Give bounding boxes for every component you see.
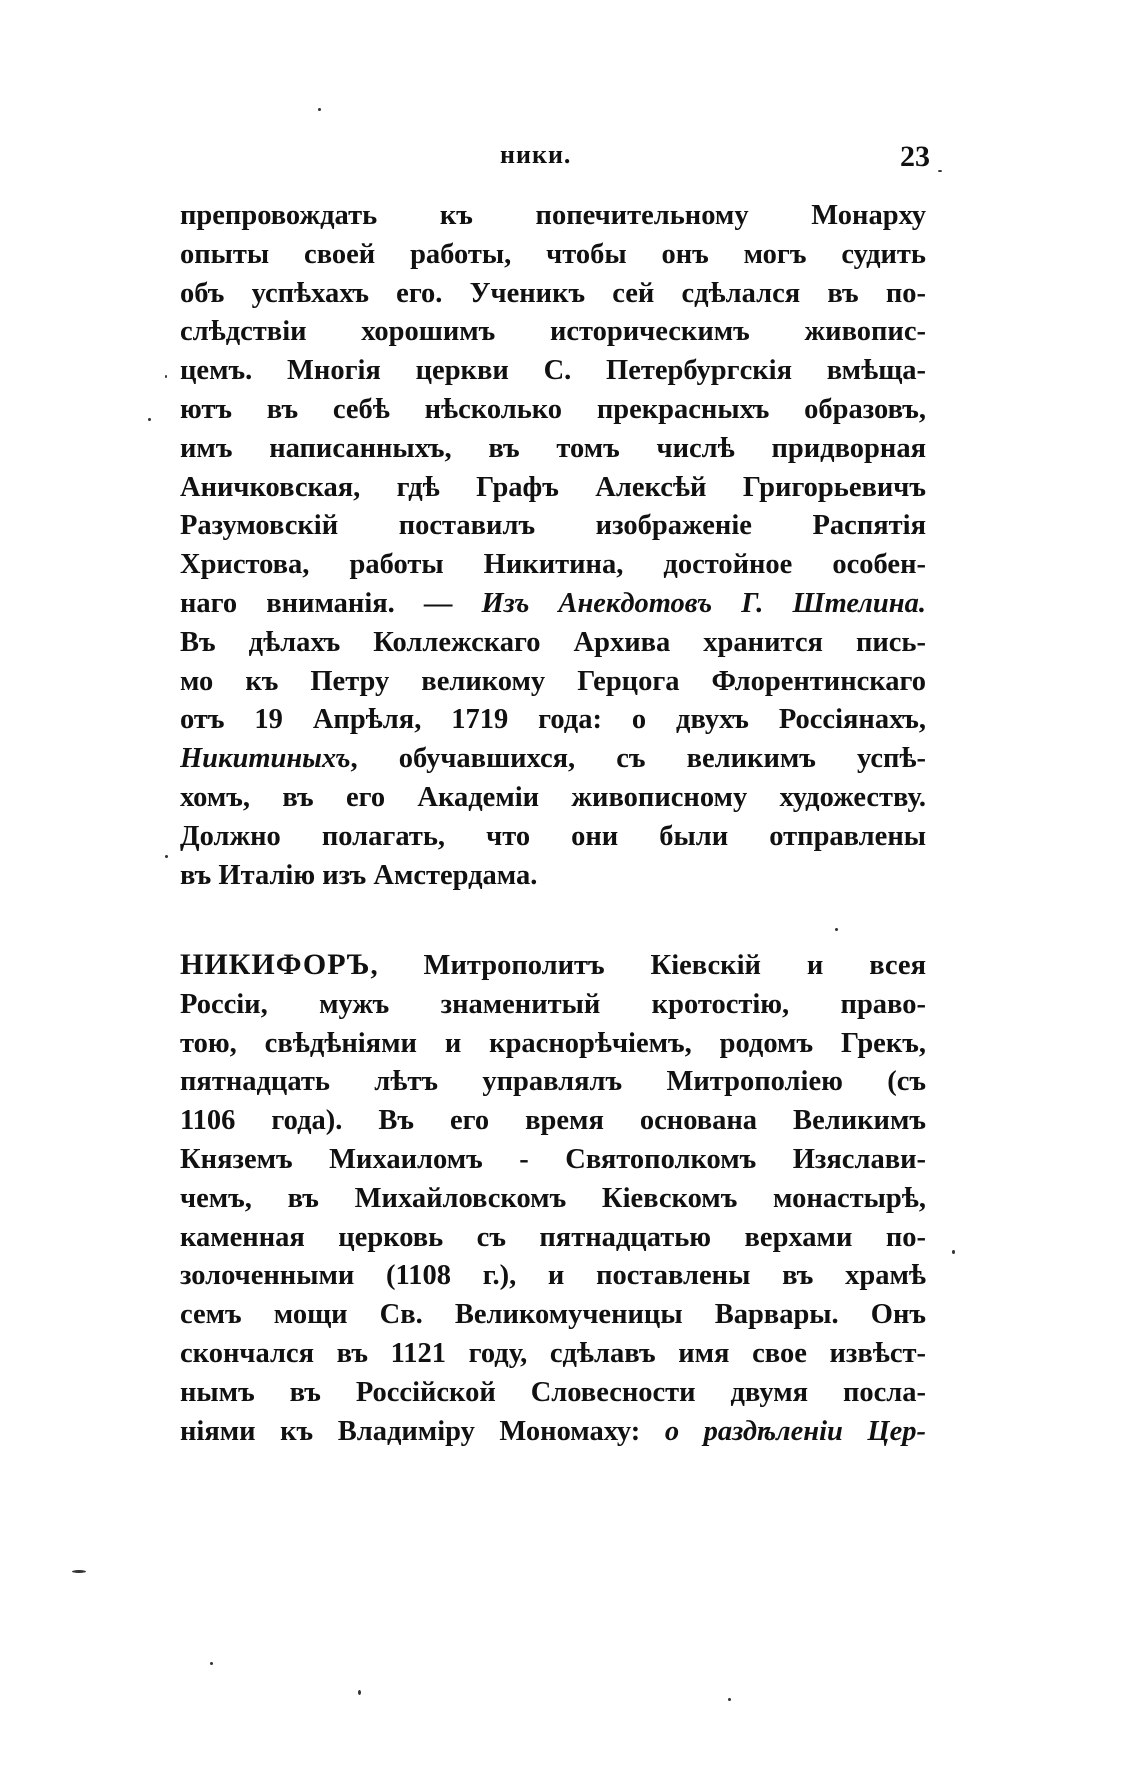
text-line: золоченными (1108 г.), и поставлены въ храмѣ — [180, 1260, 926, 1292]
speck — [835, 928, 838, 931]
text-line: тою, свѣдѣніями и краснорѣчіемъ, родомъ Грекъ, — [180, 1027, 926, 1059]
text-line: Христова, работы Никитина, достойное особен- — [180, 549, 926, 581]
text-line: пятнадцать лѣтъ управлялъ Митрополіею (съ — [180, 1066, 926, 1098]
speck — [72, 1570, 86, 1573]
entry-first-line — [180, 946, 926, 986]
text-line: Должно полагать, что они были отправлены — [180, 820, 926, 852]
italic-name: Никитиныхъ — [180, 743, 351, 775]
text-line-with-italic-name — [180, 740, 926, 779]
text-line: Россіи, мужъ знаменитый кротостію, право- — [180, 988, 926, 1020]
speck — [165, 855, 168, 858]
text-segment: , Митрополитъ Кіевскій и всея — [370, 950, 926, 981]
speck — [952, 1250, 955, 1254]
text-line: имъ написанныхъ, въ томъ числѣ придворная — [180, 432, 926, 464]
entry-heading: НИКИФОРЪ — [180, 948, 371, 981]
citation-italic: Изъ Анекдотовъ Г. Штелина. — [481, 587, 926, 619]
text-line: 1106 года). Въ его время основана Великимъ — [180, 1105, 926, 1137]
running-head — [180, 140, 930, 180]
text-line: опыты своей работы, чтобы онъ могъ судить — [180, 238, 926, 270]
speck — [318, 108, 321, 111]
text-line: каменная церковь съ пятнадцатью верхами по- — [180, 1221, 926, 1253]
text-line: отъ 19 Апрѣля, 1719 года: о двухъ Россіянахъ, — [180, 704, 926, 736]
text-line: семъ мощи Св. Великомученицы Варвары. Онъ — [180, 1299, 926, 1331]
running-title: ники. — [500, 140, 572, 169]
text-line: Разумовскій поставилъ изображеніе Распятія — [180, 510, 926, 542]
text-line: скончался въ 1121 году, сдѣлавъ имя свое извѣст- — [180, 1337, 926, 1369]
text-line: Въ дѣлахъ Коллежскаго Архива хранится пись- — [180, 626, 926, 658]
text-line-last: въ Италію изъ Амстердама. — [180, 859, 538, 891]
text-line: хомъ, въ его Академіи живописному художеству. — [180, 781, 926, 813]
text-line: мо къ Петру великому Герцога Флорентинскаго — [180, 665, 926, 697]
text-line: слѣдствіи хорошимъ историческимъ живопис- — [180, 316, 926, 348]
text-segment: наго вниманія. — — [180, 587, 482, 619]
italic-title: о раздѣленіи Цер- — [664, 1415, 926, 1447]
text-line: Аничковская, гдѣ Графъ Алексѣй Григорьевичъ — [180, 471, 926, 503]
text-line: ютъ въ себѣ нѣсколько прекрасныхъ образовъ, — [180, 393, 926, 425]
text-segment: , обучавшихся, съ великимъ успѣ- — [350, 743, 926, 775]
text-line: Княземъ Михаиломъ - Святополкомъ Изяслави- — [180, 1143, 926, 1175]
text-line: цемъ. Многія церкви С. Петербургскія вмѣща- — [180, 355, 926, 387]
page-number: 23 — [900, 140, 930, 173]
paragraph-nikitin-continuation — [180, 197, 926, 895]
text-line: нымъ въ Россійской Словесности двумя посла- — [180, 1376, 926, 1408]
speck — [165, 375, 167, 378]
speck — [358, 1690, 361, 1695]
text-segment: ніями къ Владиміру Мономаху: — [180, 1415, 665, 1447]
speck — [938, 170, 942, 172]
text-line: чемъ, въ Михайловскомъ Кіевскомъ монастырѣ, — [180, 1182, 926, 1214]
text-line-catchword — [180, 1413, 926, 1452]
text-line: препровождать къ попечительному Монарху — [180, 200, 926, 231]
paragraph-nikifor-entry — [180, 946, 926, 1451]
speck — [728, 1698, 731, 1701]
speck — [210, 1662, 213, 1665]
text-line: объ успѣхахъ его. Ученикъ сей сдѣлался въ по- — [180, 277, 926, 309]
text-line-with-citation — [180, 585, 926, 624]
speck — [148, 418, 151, 421]
